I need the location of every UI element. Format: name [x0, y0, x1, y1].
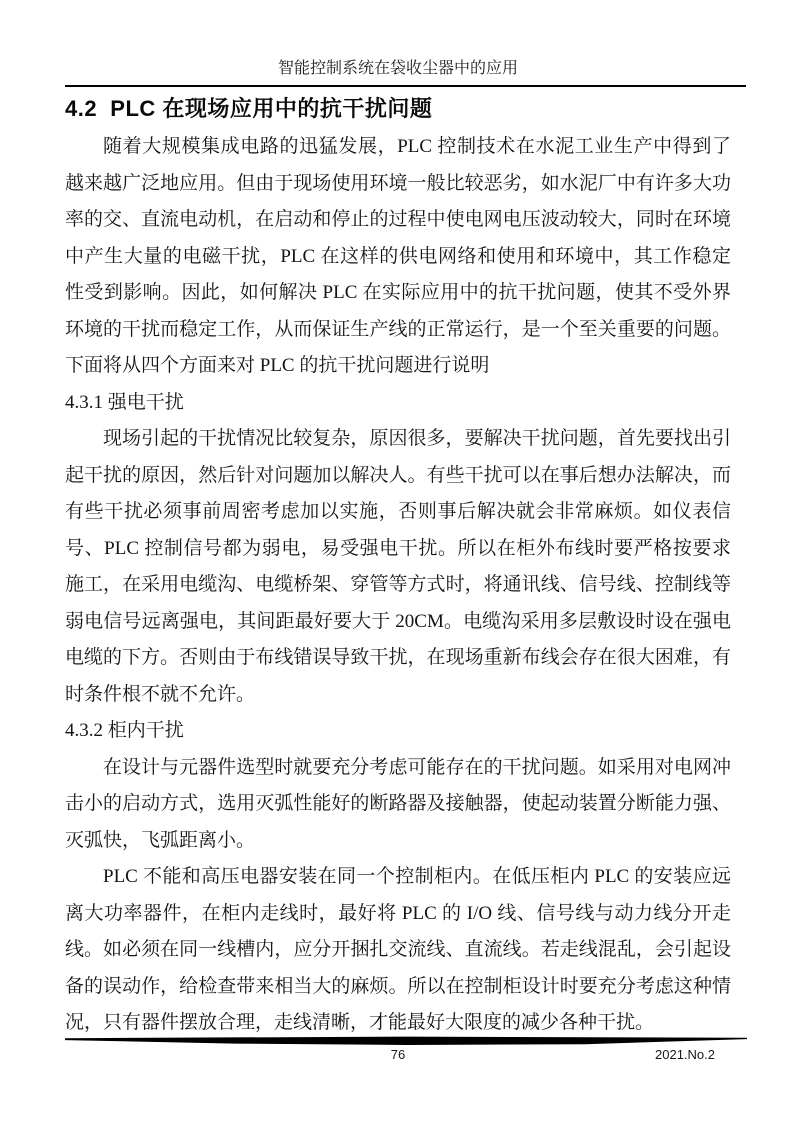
running-header: 智能控制系统在袋收尘器中的应用 [277, 60, 518, 77]
paragraph-cabinet-component-selection: 在设计与元器件选型时就要充分考虑可能存在的干扰问题。如采用对电网冲击小的启动方式，选用灭弧性能好的断路器及接触器，使起动装置分断能力强、灭弧快，飞弧距离小。 [65, 756, 731, 851]
subheading-4-3-2: 4.3.2 柜内干扰 [65, 720, 184, 741]
text-column [65, 58, 731, 1042]
page-number: 76 [390, 1047, 406, 1062]
paragraph-intro: 随着大规模集成电路的迅猛发展，PLC 控制技术在水泥工业生产中得到了越来越广泛地应用。但由于现场使用环境一般比较恶劣，如水泥厂中有许多大功率的交、直流电动机，在启动和停止的过程中使电网电压波动较大，同时在环境中产生大量的电磁干扰，PLC 在这样的供电网络和使用和环境中，其工作稳定性受到影响。因此，如何解决 PLC 在实际应用中的抗干扰问题，使其不受外界环境的干扰而稳定工作，从而保证生产线的正常运行，是一个至关重要的问题。下面将从四个方面来对 PLC 的抗干扰问题进行说明 [65, 136, 731, 376]
issue-label: 2021.No.2 [655, 1047, 715, 1062]
paragraph-strong-current-interference: 现场引起的干扰情况比较复杂，原因很多，要解决干扰问题，首先要找出引起干扰的原因，然后针对问题加以解决人。有些干扰可以在事后想办法解决，而有些干扰必须事前周密考虑加以实施，否则事后解决就会非常麻烦。如仪表信号、PLC 控制信号都为弱电，易受强电干扰。所以在柜外布线时要严格按要求施工，在采用电缆沟、电缆桥架、穿管等方式时，将通讯线、信号线、控制线等弱电信号远离强电，其间距最好要大于 20CM。电缆沟采用多层敷设时设在强电电缆的下方。否则由于布线错误导致干扰，在现场重新布线会存在很大困难，有时条件根不就不允许。 [65, 428, 731, 705]
header-rule [65, 85, 746, 87]
subheading-4-3-1: 4.3.1 强电干扰 [65, 391, 184, 413]
body-text [65, 129, 731, 1042]
page-footer [65, 1036, 747, 1062]
footer-divider [65, 1036, 747, 1046]
section-heading: 4.2 PLC 在现场应用中的抗干扰问题 [65, 96, 433, 121]
paragraph-plc-installation: PLC 不能和高压电器安装在同一个控制柜内。在低压柜内 PLC 的安装应远离大功率器件，在柜内走线时，最好将 PLC 的 I/O 线、信号线与动力线分开走线。如必须在同一线槽内，应分开捆扎交流线、直流线。若走线混乱，会引起设备的误动作，给检查带来相当大的麻烦。所以在控制柜设计时要充分考虑这种情况，只有器件摆放合理，走线清晰，才能最好大限度的减少各种干扰。 [65, 866, 731, 1033]
